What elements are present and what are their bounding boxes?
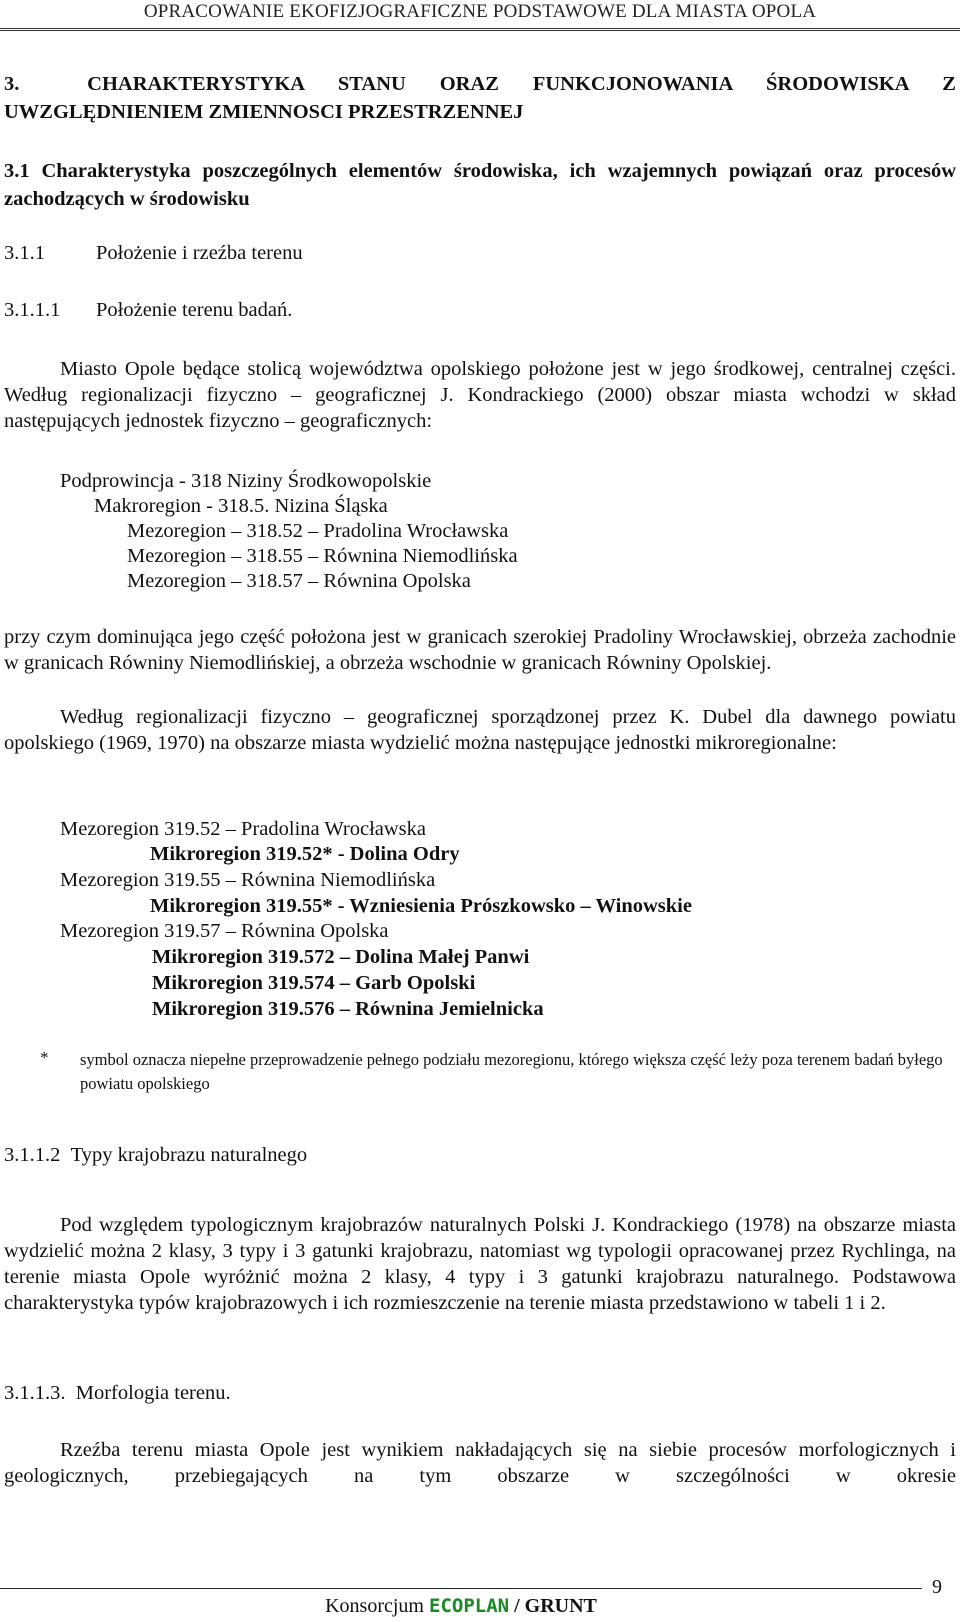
subsection-heading-3-1-1-1 — [4, 297, 956, 323]
tree-line-mezoregion: Mezoregion 319.52 – Pradolina Wrocławska — [60, 818, 426, 840]
subsection-number: 3.1.1.3. — [4, 1382, 66, 1404]
subsection-title: Typy krajobrazu naturalnego — [70, 1144, 308, 1166]
tree-line-mikroregion: Mikroregion 319.572 – Dolina Małej Panwi — [152, 946, 530, 968]
footnote-text: symbol oznacza niepełne przeprowadzenie pełnego podziału mezoregionu, którego większa część leży poza terenem badań byłego powiatu opolskiego — [80, 1050, 943, 1093]
tree-line-mezoregion: Mezoregion – 318.57 – Równina Opolska — [127, 570, 471, 592]
tree-line-mikroregion: Mikroregion 319.576 – Równina Jemielnicka — [152, 998, 544, 1020]
tree-line-mezoregion: Mezoregion 319.55 – Równina Niemodlińska — [60, 869, 436, 891]
tree-line-podprowincja: Podprowincja - 318 Niziny Środkowopolskie — [60, 470, 432, 492]
page-number: 9 — [932, 1576, 942, 1598]
footnote-mark: * — [40, 1048, 49, 1067]
section-heading-3-1: 3.1 Charakterystyka poszczególnych elementów środowiska, ich wzajemnych powiązań oraz procesów zachodzących w środowisku — [4, 160, 956, 210]
subsection-title: Położenie i rzeźba terenu — [96, 242, 303, 264]
brand-logo-text: ECOPLAN — [429, 1595, 510, 1617]
tree-line-mikroregion: Mikroregion 319.574 – Garb Opolski — [152, 972, 476, 994]
footer-prefix: Konsorcjum — [325, 1595, 424, 1617]
paragraph-dubel: Według regionalizacji fizyczno – geograficznej sporządzonej przez K. Dubel dla dawnego powiatu opolskiego (1969, 1970) na obszarze miasta wydzielić można następujące jednostki mikroregionalne: — [4, 706, 956, 754]
subsection-number: 3.1.1.2 — [4, 1144, 61, 1166]
footer-separator: / — [514, 1595, 520, 1617]
subsection-heading-3-1-1-3 — [4, 1380, 956, 1406]
subsection-heading-3-1-1 — [4, 240, 956, 266]
subsection-title: Morfologia terenu. — [75, 1382, 231, 1404]
partner-name: GRUNT — [524, 1595, 597, 1617]
paragraph-dominant-part: przy czym dominująca jego część położona jest w granicach szerokiej Pradoliny Wrocławskiej, obrzeża zachodnie w granicach Równiny Niemodlińskiej, a obrzeża wschodnie w granicach Równiny Opolskiej. — [4, 626, 956, 674]
subsection-title: Położenie terenu badań. — [96, 299, 293, 321]
running-header: OPRACOWANIE EKOFIZJOGRAFICZNE PODSTAWOWE DLA MIASTA OPOLA — [143, 1, 817, 22]
tree-line-mezoregion: Mezoregion – 318.52 – Pradolina Wrocławska — [127, 520, 509, 542]
paragraph-morphology: Rzeźba terenu miasta Opole jest wynikiem nakładających się na siebie procesów morfologicznych i geologicznych, przebiegających na tym obszarze w szczególności w okresie — [4, 1439, 956, 1487]
subsection-heading-3-1-1-2 — [4, 1142, 956, 1168]
tree-line-mikroregion: Mikroregion 319.52* - Dolina Odry — [150, 843, 460, 865]
tree-line-mikroregion: Mikroregion 319.55* - Wzniesienia Prószkowsko – Winowskie — [150, 895, 692, 917]
chapter-heading: 3. CHARAKTERYSTYKA STANU ORAZ FUNKCJONOWANIA ŚRODOWISKA Z UWZGLĘDNIENIEM ZMIENNOSCI PRZESTRZENNEJ — [4, 73, 956, 123]
tree-line-mezoregion: Mezoregion 319.57 – Równina Opolska — [60, 920, 389, 942]
subsection-number: 3.1.1.1 — [4, 299, 61, 321]
header-rule — [0, 28, 960, 31]
subsection-number: 3.1.1 — [4, 242, 45, 264]
tree-line-makroregion: Makroregion - 318.5. Nizina Śląska — [94, 495, 388, 517]
paragraph-landscape-types: Pod względem typologicznym krajobrazów naturalnych Polski J. Kondrackiego (1978) na obszarze miasta wydzielić można 2 klasy, 3 typy i 3 gatunki krajobrazu, natomiast wg typologii opracowanej przez Rychlinga, na terenie miasta Opole wyróżnić można 2 klasy, 4 typy i 3 gatunki krajobrazu naturalnego. Podstawowa charakterystyka typów krajobrazowych i ich rozmieszczenie na terenie miasta przedstawiono w tabeli 1 i 2. — [4, 1214, 956, 1314]
tree-line-mezoregion: Mezoregion – 318.55 – Równina Niemodlińska — [127, 545, 518, 567]
footer-rule — [0, 1588, 922, 1589]
page-footer — [0, 1594, 922, 1618]
paragraph-location: Miasto Opole będące stolicą województwa opolskiego położone jest w jego środkowej, centralnej części. Według regionalizacji fizyczno – geograficznej J. Kondrackiego (2000) obszar miasta wchodzi w skład następujących jednostek fizyczno – geograficznych: — [4, 358, 956, 432]
